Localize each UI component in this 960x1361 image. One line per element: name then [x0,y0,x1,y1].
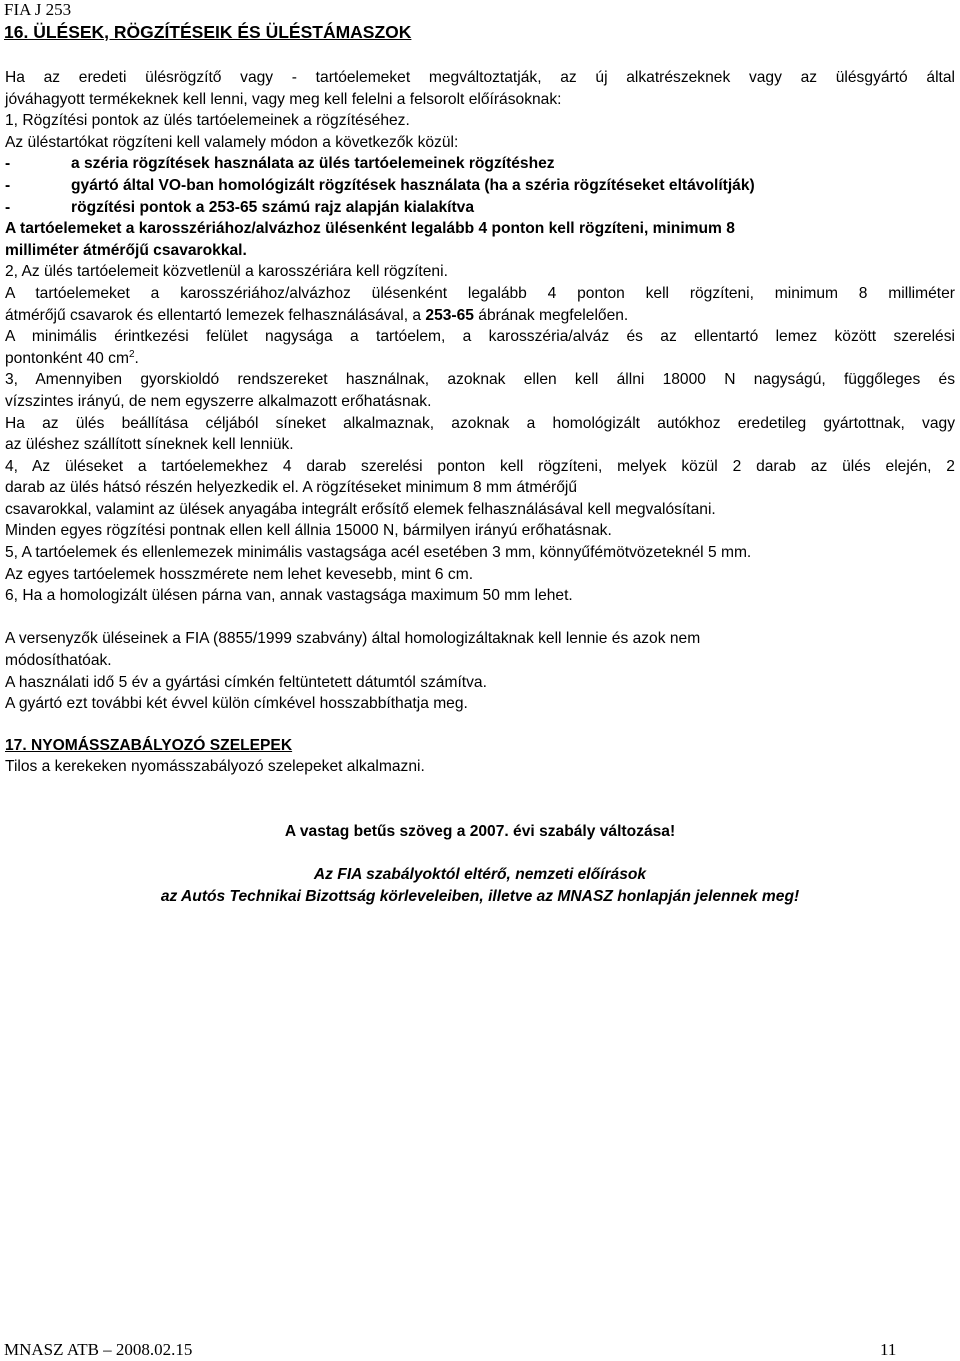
paragraph-line: A minimális érintkezési felület nagysága a tartóelem, a karosszéria/alváz és az ellentartó lemez között szerelési [5,328,955,346]
spacer [5,843,955,865]
spacer [5,778,955,800]
paragraph-line: A versenyzők üléseinek a FIA (8855/1999 szabvány) által homologizáltaknak kell lennie és azok nem [5,630,701,648]
paragraph-line: darab az ülés hátsó részén helyezkedik el. A rögzítéseket minimum 8 mm átmérőjű [5,479,578,497]
paragraph-line: az üléshez szállított síneknek kell lenniük. [5,436,294,454]
paragraph-line [5,305,955,327]
text-run: átmérőjű csavarok és ellentartó lemezek felhasználásával, a [5,306,426,324]
paragraph-line [5,348,955,370]
paragraph-line: Tilos a kerekeken nyomásszabályozó szelepeket alkalmazni. [5,758,425,776]
change-note: A vastag betűs szöveg a 2007. évi szabály változása! [284,823,676,841]
bullet-item [5,175,955,197]
paragraph-line: Ha az eredeti ülésrögzítő vagy - tartóelemeket megváltoztatják, az új alkatrészeknek vagy az ülésgyártó által [5,69,955,86]
text-run: . [134,349,139,367]
paragraph-line: Minden egyes rögzítési pontnak ellen kell állnia 15000 N, bármilyen irányú erőhatásnak. [5,522,612,540]
paragraph-line: csavarokkal, valamint az ülések anyagába integrált erősítő elemek felhasználásával kell megvalósítani. [5,500,716,518]
paragraph-line: Az üléstartókat rögzíteni kell valamely módon a következők közül: [5,133,459,151]
national-rules-note: az Autós Technikai Bizottság körleveleiben, illetve az MNASZ honlapján jelennek meg! [160,887,800,905]
paragraph-line: 4, Az üléseket a tartóelemekhez 4 darab szerelési ponton kell rögzíteni, melyek közül 2 darab az ülés elején, 2 [5,457,955,475]
bullet-dash: - [5,176,11,194]
paragraph-line: módosíthatóak. [5,652,112,670]
superscript: 2 [128,348,135,360]
bullet-dash: - [5,198,11,216]
section-16-title: 16. ÜLÉSEK, RÖGZÍTÉSEIK ÉS ÜLÉSTÁMASZOK [4,22,412,42]
national-rules-note: Az FIA szabályoktól eltérő, nemzeti előírások [313,866,647,884]
paragraph-line: 2, Az ülés tartóelemeit közvetlenül a karosszériára kell rögzíteni. [5,263,448,281]
paragraph-line: 1, Rögzítési pontok az ülés tartóelemeinek a rögzítéséhez. [5,112,410,130]
section-17-title: 17. NYOMÁSSZABÁLYOZÓ SZELEPEK [5,736,293,754]
bullet-text: gyártó által VO-ban homológizált rögzítések használata (ha a széria rögzítéseket eltávolítják) [71,176,755,194]
paragraph-line: 6, Ha a homologizált ülésen párna van, annak vastagsága maximum 50 mm lehet. [5,587,573,605]
paragraph-line: 3, Amennyiben gyorskioldó rendszereket használnak, azoknak ellen kell állni 18000 N nagyságú, függőleges és [5,371,955,389]
paragraph-line: A gyártó ezt további két évvel külön címkével hosszabbíthatja meg. [5,695,468,713]
drawing-number: 253-65 [425,306,474,324]
document-body [5,67,955,908]
spacer [5,607,955,629]
paragraph-line: vízszintes irányú, de nem egyszerre alkalmazott erőhatásnak. [5,392,432,410]
bullet-item [5,153,955,175]
paragraph-line: Az egyes tartóelemek hosszmérete nem lehet kevesebb, mint 6 cm. [5,565,474,583]
bold-rule-line: milliméter átmérőjű csavarokkal. [5,241,247,259]
bullet-text: rögzítési pontok a 253-65 számú rajz alapján kialakítva [71,198,475,216]
paragraph-line: jóváhagyott termékeknek kell lenni, vagy meg kell felelni a felsorolt előírásoknak: [5,90,562,108]
paragraph-line: Ha az ülés beállítása céljából síneket alkalmaznak, azoknak a homológizált autókhoz eredetileg gyártottnak, vagy [5,414,955,432]
spacer [5,800,955,822]
paragraph-line: A használati idő 5 év a gyártási címkén feltüntetett dátumtól számítva. [5,673,487,691]
text-run: pontonként 40 cm [5,349,129,367]
bullet-text: a széria rögzítések használata az ülés tartóelemeinek rögzítéshez [71,155,555,173]
text-run: ábrának megfelelően. [473,306,629,324]
bullet-item [5,197,955,219]
footer-publisher: MNASZ ATB – 2008.02.15 [4,1340,193,1359]
paragraph-line: 5, A tartóelemek és ellenlemezek minimális vastagsága acél esetében 3 mm, könnyűfémötvözeteknél 5 mm. [5,544,752,562]
paragraph-line: A tartóelemeket a karosszériához/alvázhoz ülésenként legalább 4 ponton kell rögzíteni, minimum 8 milliméter [5,284,955,302]
bullet-dash: - [5,155,11,173]
document-code: FIA J 253 [4,0,72,19]
bold-rule-line: A tartóelemeket a karosszériához/alvázhoz ülésenként legalább 4 ponton kell rögzíteni, minimum 8 [5,220,735,238]
page-number: 11 [880,1340,897,1359]
spacer [5,715,955,735]
